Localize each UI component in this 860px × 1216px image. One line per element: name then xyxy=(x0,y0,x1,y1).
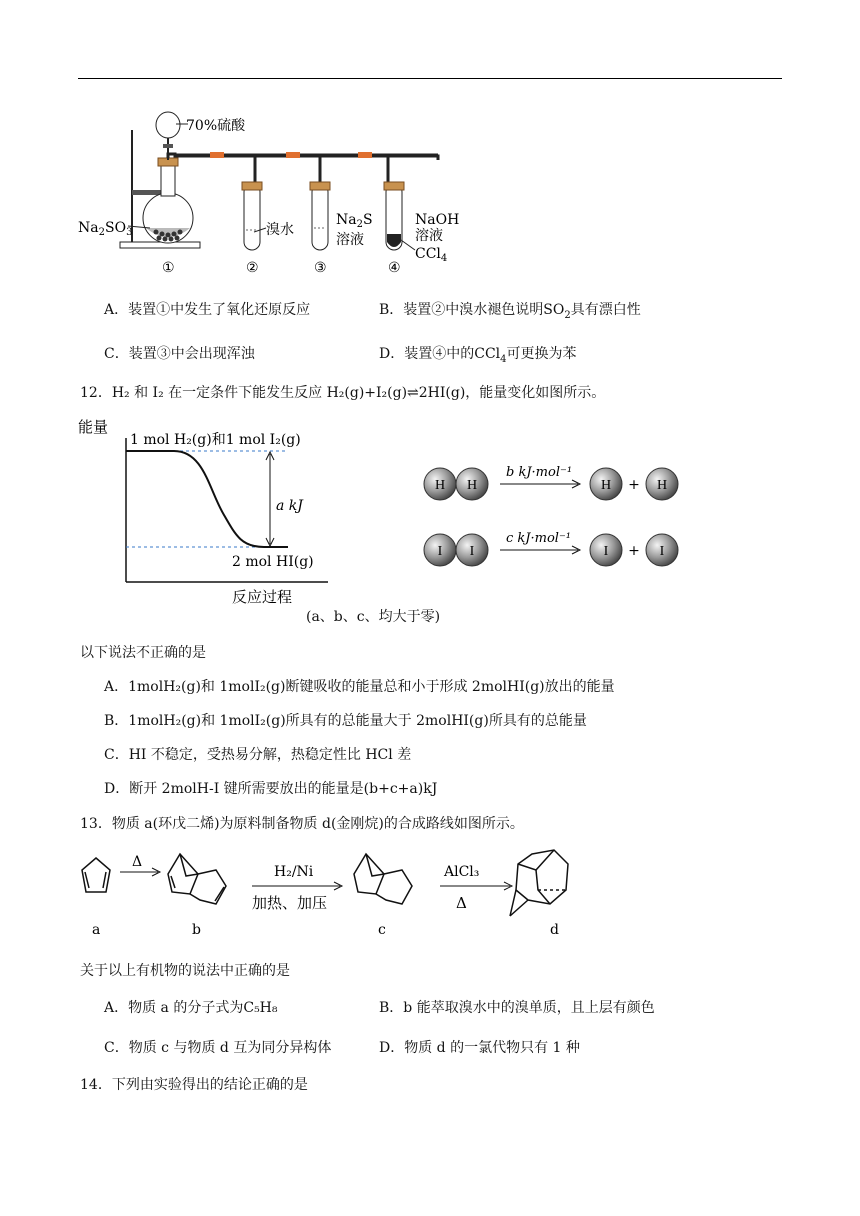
q13-stem: 13．物质 a(环戊二烯)为原料制备物质 d(金刚烷)的合成路线如图所示。 xyxy=(80,816,524,832)
molecule-c xyxy=(354,854,412,904)
svg-text:H: H xyxy=(656,478,668,493)
test-tube-3 xyxy=(312,184,328,250)
q11-option-d-prefix: D．装置④中的 xyxy=(379,346,475,362)
bond-h-label: b kJ·mol⁻¹ xyxy=(506,465,573,480)
q12-option-a[interactable]: A．1molH₂(g)和 1molI₂(g)断键吸收的能量总和小于形成 2molHI(g)放出的能量 xyxy=(104,679,615,695)
label-c: c xyxy=(378,922,386,938)
stand-clamp xyxy=(132,190,162,195)
q11-option-b[interactable] xyxy=(379,299,641,321)
svg-text:+: + xyxy=(628,477,640,493)
synthesis-route xyxy=(76,846,616,942)
q11-option-a[interactable]: A．装置①中发生了氧化还原反应 xyxy=(104,302,311,318)
q11-option-d-sub: 4 xyxy=(500,353,507,365)
q12-stem: 12．H₂ 和 I₂ 在一定条件下能发生反应 H₂(g)+I₂(g)⇌2HI(g)，能量变化如图所示。 xyxy=(80,385,606,401)
svg-text:I: I xyxy=(469,544,475,559)
q11-option-b-sub: 2 xyxy=(564,309,571,321)
molecule-a xyxy=(82,858,110,892)
test-tube-2 xyxy=(244,184,260,250)
q13-option-a[interactable] xyxy=(104,997,278,1017)
label-d: d xyxy=(550,922,559,938)
number-4: ④ xyxy=(388,260,401,276)
reagent-label: $Na_2SO_3$ xyxy=(78,220,133,238)
rubber-joint xyxy=(358,152,372,158)
energy-curve xyxy=(126,451,288,547)
svg-text:+: + xyxy=(628,543,640,559)
q13-option-c[interactable]: C．物质 c 与物质 d 互为同分异构体 xyxy=(104,1040,332,1056)
step2-reagent: H₂/Ni xyxy=(274,864,314,880)
molecule-d xyxy=(510,850,568,916)
q12-option-d[interactable]: D．断开 2molH-I 键所需要放出的能量是(b+c+a)kJ xyxy=(104,781,438,797)
svg-text:I: I xyxy=(603,544,609,559)
tube3-label-2: 溶液 xyxy=(336,232,364,248)
acid-label: 70%硫酸 xyxy=(186,118,246,134)
number-2: ② xyxy=(246,260,259,276)
q13-lead: 关于以上有机物的说法中正确的是 xyxy=(80,963,290,979)
energy-diagram xyxy=(74,410,334,610)
header-rule xyxy=(78,78,782,79)
tube4-label-2: 溶液 xyxy=(415,228,443,244)
q11-option-b-prefix: B．装置②中溴水褪色说明 xyxy=(379,302,544,318)
top-level-label: 1 mol H₂(g)和1 mol I₂(g) xyxy=(130,432,301,448)
q13-option-b[interactable]: B．b 能萃取溴水中的溴单质，且上层有颜色 xyxy=(379,1000,655,1016)
step3-reagent: AlCl₃ xyxy=(444,864,480,880)
tube4-label-3: CCl$_4$ xyxy=(415,246,448,264)
svg-text:I: I xyxy=(659,544,665,559)
bond-i-label: c kJ·mol⁻¹ xyxy=(506,531,572,546)
tube4-label-1: NaOH xyxy=(415,212,460,228)
q12-option-b[interactable]: B．1molH₂(g)和 1molI₂(g)所具有的总能量大于 2molHI(g)所具有的总能量 xyxy=(104,713,587,729)
number-1: ① xyxy=(162,260,175,276)
svg-text:H: H xyxy=(434,478,446,493)
q11-option-d-suffix: 可更换为苯 xyxy=(506,346,577,362)
svg-text:H: H xyxy=(600,478,612,493)
q13-option-a-formula: C₅H₈ xyxy=(243,1000,278,1016)
q12-note: (a、b、c、均大于零) xyxy=(306,609,441,625)
label-b: b xyxy=(192,922,201,938)
delta-energy-label: a kJ xyxy=(276,498,303,514)
bond-energy-diagram xyxy=(418,458,688,576)
q11-option-c[interactable]: C．装置③中会出现浑浊 xyxy=(104,346,255,362)
q12-lead: 以下说法不正确的是 xyxy=(80,645,206,661)
svg-text:I: I xyxy=(437,544,443,559)
q13-option-d[interactable]: D．物质 d 的一氯代物只有 1 种 xyxy=(379,1040,580,1056)
q14-stem: 14．下列由实验得出的结论正确的是 xyxy=(80,1077,308,1093)
number-3: ③ xyxy=(314,260,327,276)
bottom-level-label: 2 mol HI(g) xyxy=(232,554,314,570)
svg-text:H: H xyxy=(466,478,478,493)
rubber-joint xyxy=(286,152,300,158)
rubber-joint xyxy=(210,152,224,158)
label-a: a xyxy=(92,922,101,938)
step3-condition: Δ xyxy=(456,894,467,912)
tube3-label-1: $Na_2S$ xyxy=(336,212,373,230)
q11-option-b-suffix: 具有漂白性 xyxy=(570,302,641,318)
q13-option-a-prefix: A．物质 a 的分子式为 xyxy=(104,1000,244,1016)
energy-xlabel: 反应过程 xyxy=(232,588,293,606)
q11-option-d[interactable] xyxy=(379,343,577,365)
apparatus-figure xyxy=(70,100,470,280)
molecule-b xyxy=(168,854,226,904)
step2-condition: 加热、加压 xyxy=(252,894,328,912)
stand-base xyxy=(120,242,200,248)
separatory-funnel xyxy=(156,112,180,138)
tube2-label: 溴水 xyxy=(266,222,294,238)
energy-ylabel: 能量 xyxy=(78,418,109,436)
q11-option-d-formula: CCl xyxy=(474,346,501,362)
step1-condition: Δ xyxy=(132,854,143,870)
q12-option-c[interactable]: C．HI 不稳定，受热易分解，热稳定性比 HCl 差 xyxy=(104,747,412,763)
q11-option-b-formula: SO xyxy=(543,302,565,318)
